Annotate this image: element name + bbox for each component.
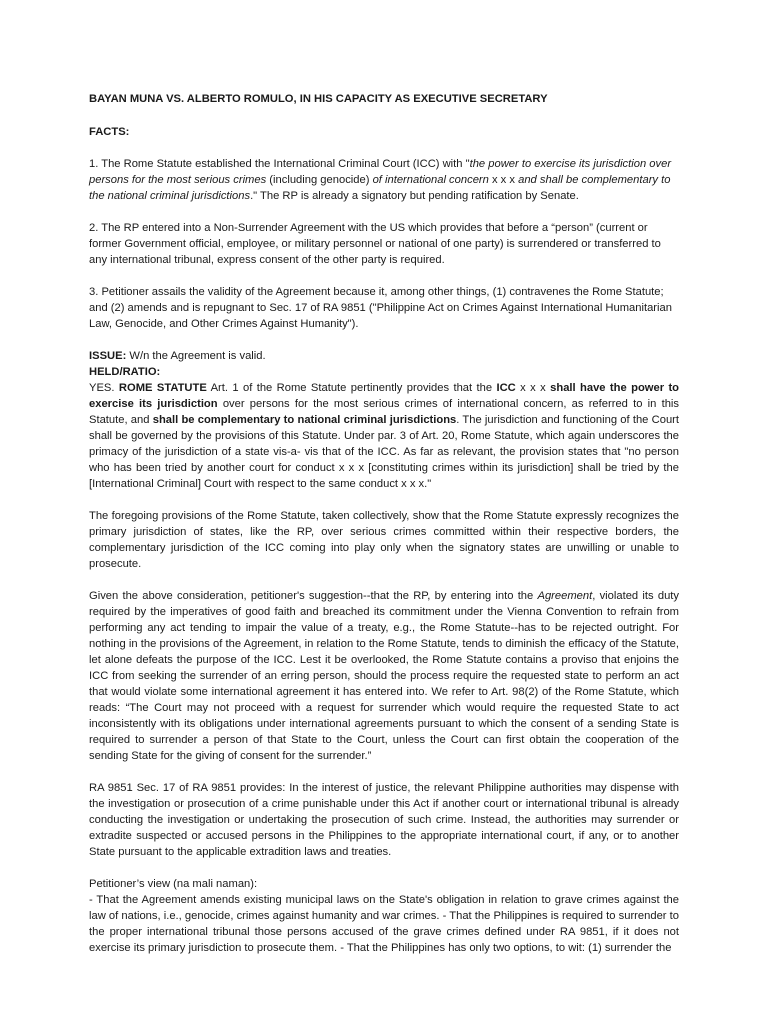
- facts-heading: FACTS:: [89, 126, 130, 138]
- held-bold-text: shall be complementary to national criminal jurisdictions: [152, 414, 457, 426]
- petitioner-view-heading: Petitioner’s view (na mali naman):: [89, 878, 258, 890]
- spacer: [89, 140, 679, 156]
- fact-1-text: 1. The Rome Statute established the International Criminal Court (ICC) with ": [89, 158, 470, 170]
- given-text: Given the above consideration, petitioner's suggestion--that the RP, by entering into the: [89, 590, 538, 602]
- foregoing-paragraph: The foregoing provisions of the Rome Statute, taken collectively, show that the Rome Statute expressly recognizes the primary jurisdiction of states, like the RP, over serious crimes committed within their respective borders, the complementary jurisdiction of the ICC coming into play only when the signatory states are unwilling or unable to prosecute.: [89, 510, 679, 570]
- held-text: over persons for the most serious crimes of international concern, as referred to in this Statute, and: [89, 398, 680, 426]
- fact-1-text: (including genocide): [266, 174, 373, 186]
- held-bold-text: shall have the power to exercise its jurisdiction: [89, 382, 680, 410]
- fact-paragraph-3: 3. Petitioner assails the validity of the Agreement because it, among other things, (1) contravenes the Rome Statute; and (2) amends and is repugnant to Sec. 17 of RA 9851 ("Philippine Act on Crimes Against International Humanitarian Law, Genocide, and Other Crimes Against Humanity").: [89, 286, 672, 330]
- held-text: Art. 1 of the Rome Statute pertinently provides that the: [206, 382, 497, 394]
- fact-1-italic-text: and shall be complementary to the national criminal jurisdictions: [89, 174, 671, 202]
- held-text: YES.: [89, 382, 119, 394]
- given-paragraph: [89, 588, 679, 764]
- fact-1-text: x x x: [488, 174, 519, 186]
- given-italic-text: Agreement: [537, 590, 593, 602]
- issue-line: [89, 348, 679, 364]
- held-bold-text: ROME STATUTE: [118, 382, 207, 394]
- held-heading: HELD/RATIO:: [89, 366, 161, 378]
- fact-paragraph-2: 2. The RP entered into a Non-Surrender Agreement with the US which provides that before a “person” (current or former Government official, employee, or military personnel or national of one party) is surrendered or transferred to any international tribunal, express consent of the other party is required.: [89, 222, 661, 266]
- held-bold-text: ICC: [496, 382, 516, 394]
- fact-paragraph-1: [89, 156, 679, 204]
- fact-1-text: ." The RP is already a signatory but pending ratification by Senate.: [250, 190, 579, 202]
- fact-1-italic-text: the power to exercise its jurisdiction over persons for the most serious crimes: [89, 158, 672, 186]
- held-paragraph: [89, 380, 679, 492]
- case-title: BAYAN MUNA VS. ALBERTO ROMULO, IN HIS CAPACITY AS EXECUTIVE SECRETARY: [89, 93, 548, 105]
- held-text: x x x: [515, 382, 551, 394]
- held-text: . The jurisdiction and functioning of the Court shall be governed by the provisions of this Statute. Under par. 3 of Art. 20, Rome Statute, which again underscores the primacy of the jurisdiction of a state vis-a- vis that of the ICC. As far as relevant, the provision states that "no person who has been tried by another court for conduct x x x [constituting crimes within its jurisdiction] shall be tried by the [International Criminal] Court with respect to the same conduct x x x.": [89, 414, 679, 490]
- document-page: [89, 91, 679, 972]
- given-text: , violated its duty required by the imperatives of good faith and breached its commitment under the Vienna Convention to refrain from performing any act tending to impair the value of a treaty, e.g., the Rome Statute--has to be rejected outright. For nothing in the provisions of the Agreement, in relation to the Rome Statute, tends to diminish the efficacy of the Statute, let alone defeats the purpose of the ICC. Lest it be overlooked, the Rome Statute contains a proviso that enjoins the ICC from seeking the surrender of an erring person, should the process require the requested state to perform an act that would violate some international agreement it has entered into. We refer to Art. 98(2) of the Rome Statute, which reads: “The Court may not proceed with a request for surrender which would require the requested State to act inconsistently with its obligations under international agreements pursuant to which the consent of a sending State is required to surrender a person of that State to the Court, unless the Court can first obtain the cooperation of the sending State for the giving of consent for the surrender.”: [89, 590, 679, 762]
- fact-1-italic-text: of international concern: [372, 174, 489, 186]
- petitioner-view-paragraph: - That the Agreement amends existing municipal laws on the State's obligation in relation to grave crimes against the law of nations, i.e., genocide, crimes against humanity and war crimes. - That the Philippines is required to surrender to the proper international tribunal those persons accused of the grave crimes defined under RA 9851, if it does not exercise its primary jurisdiction to prosecute them. - That the Philippines has only two options, to wit: (1) surrender the: [89, 894, 679, 954]
- ra-9851-paragraph: RA 9851 Sec. 17 of RA 9851 provides: In the interest of justice, the relevant Philippine authorities may dispense with the investigation or prosecution of a crime punishable under this Act if another court or international tribunal is already conducting the investigation or undertaking the prosecution of such crime. Instead, the authorities may surrender or extradite suspected or accused persons in the Philippines to the appropriate international court, if any, or to another State pursuant to the applicable extradition laws and treaties.: [89, 782, 679, 858]
- issue-label: ISSUE:: [89, 350, 127, 362]
- issue-text: W/n the Agreement is valid.: [126, 350, 266, 362]
